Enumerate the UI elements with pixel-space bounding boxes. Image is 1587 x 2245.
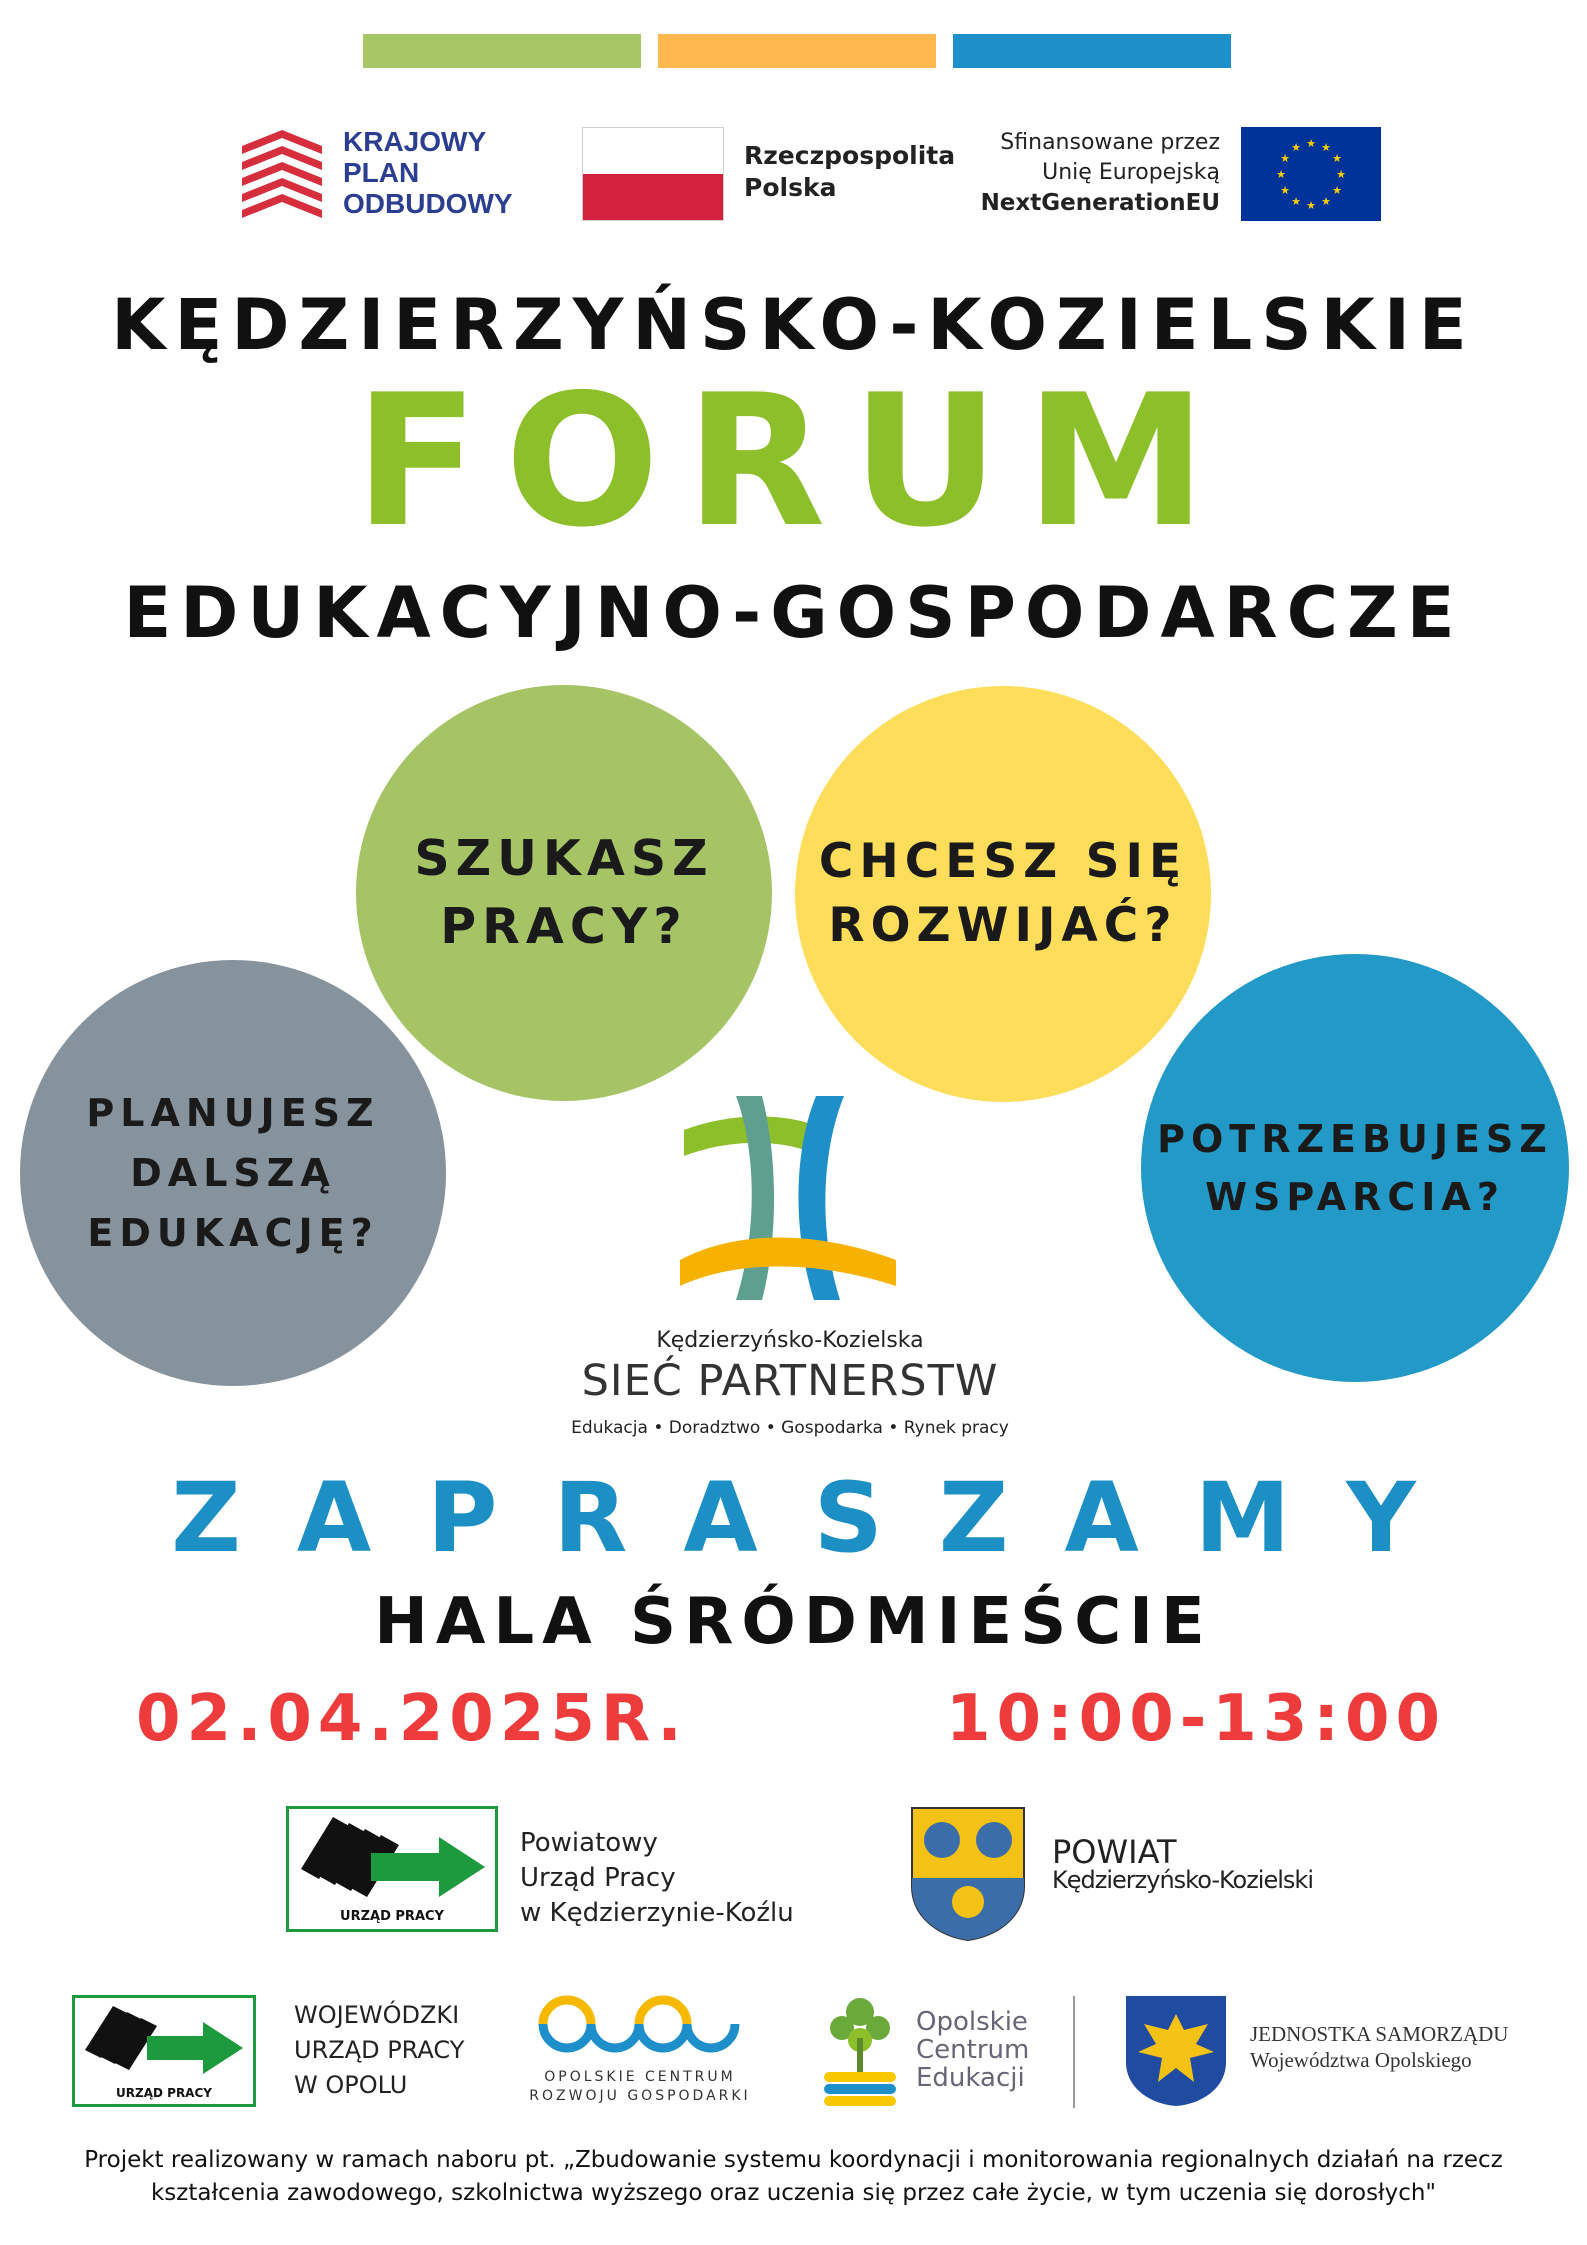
svg-text:★: ★	[1321, 141, 1331, 154]
oce-name: Opolskie Centrum Edukacji	[916, 2007, 1030, 2093]
wup-name: WOJEWÓDZKI URZĄD PRACY W OPOLU	[294, 2001, 465, 2099]
kpo-logo-text: KRAJOWY PLAN ODBUDOWY	[343, 126, 513, 219]
pup-name: Powiatowy Urząd Pracy w Kędzierzynie-Koźlu	[520, 1828, 794, 1928]
svg-text:★: ★	[1336, 168, 1346, 181]
pup-logo: URZĄD PRACY	[286, 1806, 498, 1932]
event-date: 02.04.2025R.	[136, 1682, 688, 1756]
circle-planujesz-edukacje: PLANUJESZ DALSZĄ EDUKACJĘ?	[20, 960, 446, 1386]
svg-text:★: ★	[1321, 195, 1331, 208]
color-bar-orange	[658, 34, 936, 68]
svg-text:★: ★	[1306, 199, 1316, 212]
rzeczpospolita-text: Rzeczpospolita Polska	[744, 141, 956, 202]
ocrg-name: OPOLSKIE CENTRUM ROZWOJU GOSPODARKI	[529, 2069, 751, 2104]
kpo-logo-icon	[238, 128, 326, 220]
color-bar-blue	[953, 34, 1231, 68]
opolskie-eagle-crest-icon	[1124, 1994, 1228, 2108]
js-title: JEDNOSTKA SAMORZĄDU	[1250, 2022, 1509, 2046]
svg-text:★: ★	[1332, 152, 1342, 165]
siec-partnerstw-logo-icon	[676, 1090, 900, 1306]
svg-text:★: ★	[1291, 195, 1301, 208]
event-time: 10:00-13:00	[946, 1682, 1446, 1756]
polish-flag-icon	[582, 127, 724, 221]
circle-chcesz-sie-rozwijac: CHCESZ SIĘ ROZWIJAĆ?	[795, 686, 1211, 1102]
venue-text: HALA ŚRÓDMIEŚCIE	[374, 1585, 1213, 1659]
network-name: SIEĆ PARTNERSTW	[581, 1356, 999, 1406]
title-line-1: KĘDZIERZYŃSKO-KOZIELSKIE	[111, 284, 1476, 366]
wup-logo-icon	[75, 1998, 253, 2086]
title-line-3: EDUKACYJNO-GOSPODARCZE	[123, 572, 1464, 654]
circle-szukasz-pracy: SZUKASZ PRACY?	[356, 685, 772, 1101]
network-region-text: Kędzierzyńsko-Kozielska	[656, 1328, 924, 1353]
eu-funding-text: Sfinansowane przez Unię Europejską NextGenerationEU	[980, 130, 1220, 216]
invite-heading: ZAPRASZAMY	[171, 1462, 1472, 1574]
svg-text:★: ★	[1280, 152, 1290, 165]
svg-text:★: ★	[1280, 184, 1290, 197]
js-subtitle: Województwa Opolskiego	[1250, 2048, 1472, 2072]
ocrg-logo-icon	[535, 1994, 745, 2054]
svg-text:★: ★	[1276, 168, 1286, 181]
svg-text:★: ★	[1306, 137, 1316, 150]
pup-logo-icon	[289, 1809, 495, 1909]
divider-line	[1073, 1996, 1075, 2108]
color-bar-green	[363, 34, 641, 68]
powiat-crest-icon	[910, 1806, 1026, 1942]
network-tagline: Edukacja • Doradztwo • Gospodarka • Rynek pracy	[571, 1418, 1009, 1438]
eu-flag-icon	[1241, 127, 1381, 221]
title-forum: FORUM	[354, 355, 1233, 567]
oce-tree-icon	[820, 1990, 900, 2108]
svg-text:★: ★	[1332, 184, 1342, 197]
wup-logo: URZĄD PRACY	[72, 1995, 256, 2107]
svg-text:★: ★	[1291, 141, 1301, 154]
powiat-title: POWIAT	[1052, 1833, 1177, 1871]
project-footer: Projekt realizowany w ramach naboru pt. „Zbudowanie systemu koordynacji i monitorowania regionalnych działań na rzecz kształcenia zawodowego, szkolnictwa wyższego oraz uczenia się przez całe życie, w tym uczenia się dorosłych"	[84, 2147, 1503, 2206]
powiat-subtitle: Kędzierzyńsko-Kozielski	[1052, 1866, 1313, 1894]
circle-potrzebujesz-wsparcia: POTRZEBUJESZ WSPARCIA?	[1141, 954, 1569, 1382]
